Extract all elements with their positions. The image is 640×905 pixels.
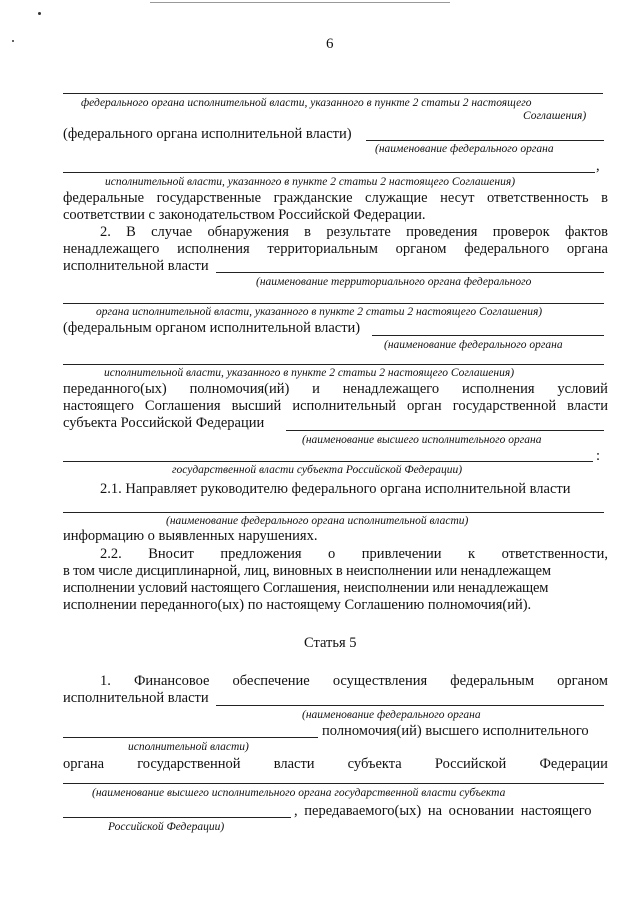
punctuation: : bbox=[596, 448, 601, 464]
field-caption: исполнительной власти, указанного в пункте 2 статьи 2 настоящего Соглашения) bbox=[105, 176, 516, 188]
article-heading: Статья 5 bbox=[304, 635, 357, 651]
blank-line bbox=[63, 364, 604, 365]
blank-line bbox=[216, 272, 604, 273]
body-line-justified: ненадлежащего исполнения территориальным органом федерального органа bbox=[63, 241, 608, 257]
body-line-justified: 2. В случае обнаружения в результате проведения проверок фактов bbox=[100, 224, 608, 240]
blank-line bbox=[63, 172, 595, 173]
blank-line bbox=[216, 705, 604, 706]
blank-line bbox=[366, 140, 604, 141]
blank-line bbox=[63, 783, 604, 784]
body-text: соответствии с законодательством Российской Федерации. bbox=[63, 207, 426, 223]
body-text: полномочия(ий) высшего исполнительного bbox=[322, 723, 589, 739]
body-line-justified: органа государственной власти субъекта Российской Федерации bbox=[63, 756, 608, 772]
blank-line bbox=[63, 303, 604, 304]
body-text: исполнительной власти bbox=[63, 258, 209, 274]
field-caption: (наименование федерального органа bbox=[384, 339, 563, 351]
field-caption: органа исполнительной власти, указанного в пункте 2 статьи 2 настоящего Соглашения) bbox=[96, 306, 543, 318]
body-text: (федеральным органом исполнительной власти) bbox=[63, 320, 361, 336]
field-caption: (наименование федерального органа исполнительной власти) bbox=[166, 515, 469, 527]
body-text: исполнении условий настоящего Соглашения, неисполнении или ненадлежащем bbox=[63, 580, 549, 596]
body-line-justified: 1. Финансовое обеспечение осуществления федеральным органом bbox=[100, 673, 608, 689]
body-line-justified: 2.2. Вносит предложения о привлечении к ответственности, bbox=[100, 546, 608, 562]
field-caption: (наименование федерального органа bbox=[375, 143, 554, 155]
blank-line bbox=[63, 93, 603, 94]
body-text: в том числе дисциплинарной, лиц, виновных в неисполнении или ненадлежащем bbox=[63, 563, 551, 579]
field-caption: (наименование высшего исполнительного органа bbox=[302, 434, 542, 446]
scan-speck bbox=[38, 12, 41, 15]
blank-line bbox=[63, 512, 604, 513]
blank-line bbox=[63, 817, 291, 818]
field-caption: Российской Федерации) bbox=[108, 821, 225, 833]
field-caption: (наименование федерального органа bbox=[302, 709, 481, 721]
body-line-justified: переданного(ых) полномочия(ий) и ненадлежащего исполнения условий bbox=[63, 381, 608, 397]
field-caption: (наименование высшего исполнительного органа государственной власти субъекта bbox=[92, 787, 506, 799]
field-caption: федерального органа исполнительной власти, указанного в пункте 2 статьи 2 настоящего bbox=[81, 97, 532, 109]
scan-top-edge bbox=[150, 2, 450, 3]
punctuation: , bbox=[596, 158, 600, 174]
blank-line bbox=[63, 461, 593, 462]
field-caption: исполнительной власти, указанного в пункте 2 статьи 2 настоящего Соглашения) bbox=[104, 367, 515, 379]
body-text: субъекта Российской Федерации bbox=[63, 415, 265, 431]
body-line-justified: федеральные государственные гражданские служащие несут ответственность в bbox=[63, 190, 608, 206]
blank-line bbox=[372, 335, 604, 336]
body-text: (федерального органа исполнительной власти) bbox=[63, 126, 352, 142]
body-text: информацию о выявленных нарушениях. bbox=[63, 528, 318, 544]
page-number: 6 bbox=[326, 36, 334, 52]
field-caption: исполнительной власти) bbox=[128, 741, 249, 753]
body-line-justified: настоящего Соглашения высший исполнительный орган государственной власти bbox=[63, 398, 608, 414]
body-text: , передаваемого(ых) на основании настоящего bbox=[294, 803, 592, 819]
body-text: исполнении переданного(ых) по настоящему Соглашению полномочия(ий). bbox=[63, 597, 532, 613]
body-text: исполнительной власти bbox=[63, 690, 209, 706]
field-caption: (наименование территориального органа федерального bbox=[256, 276, 532, 288]
body-text: 2.1. Направляет руководителю федерального органа исполнительной власти bbox=[100, 481, 571, 497]
blank-line bbox=[286, 430, 604, 431]
field-caption: государственной власти субъекта Российской Федерации) bbox=[172, 464, 463, 476]
scan-speck bbox=[12, 40, 14, 42]
blank-line bbox=[63, 737, 318, 738]
field-caption: Соглашения) bbox=[523, 110, 587, 122]
